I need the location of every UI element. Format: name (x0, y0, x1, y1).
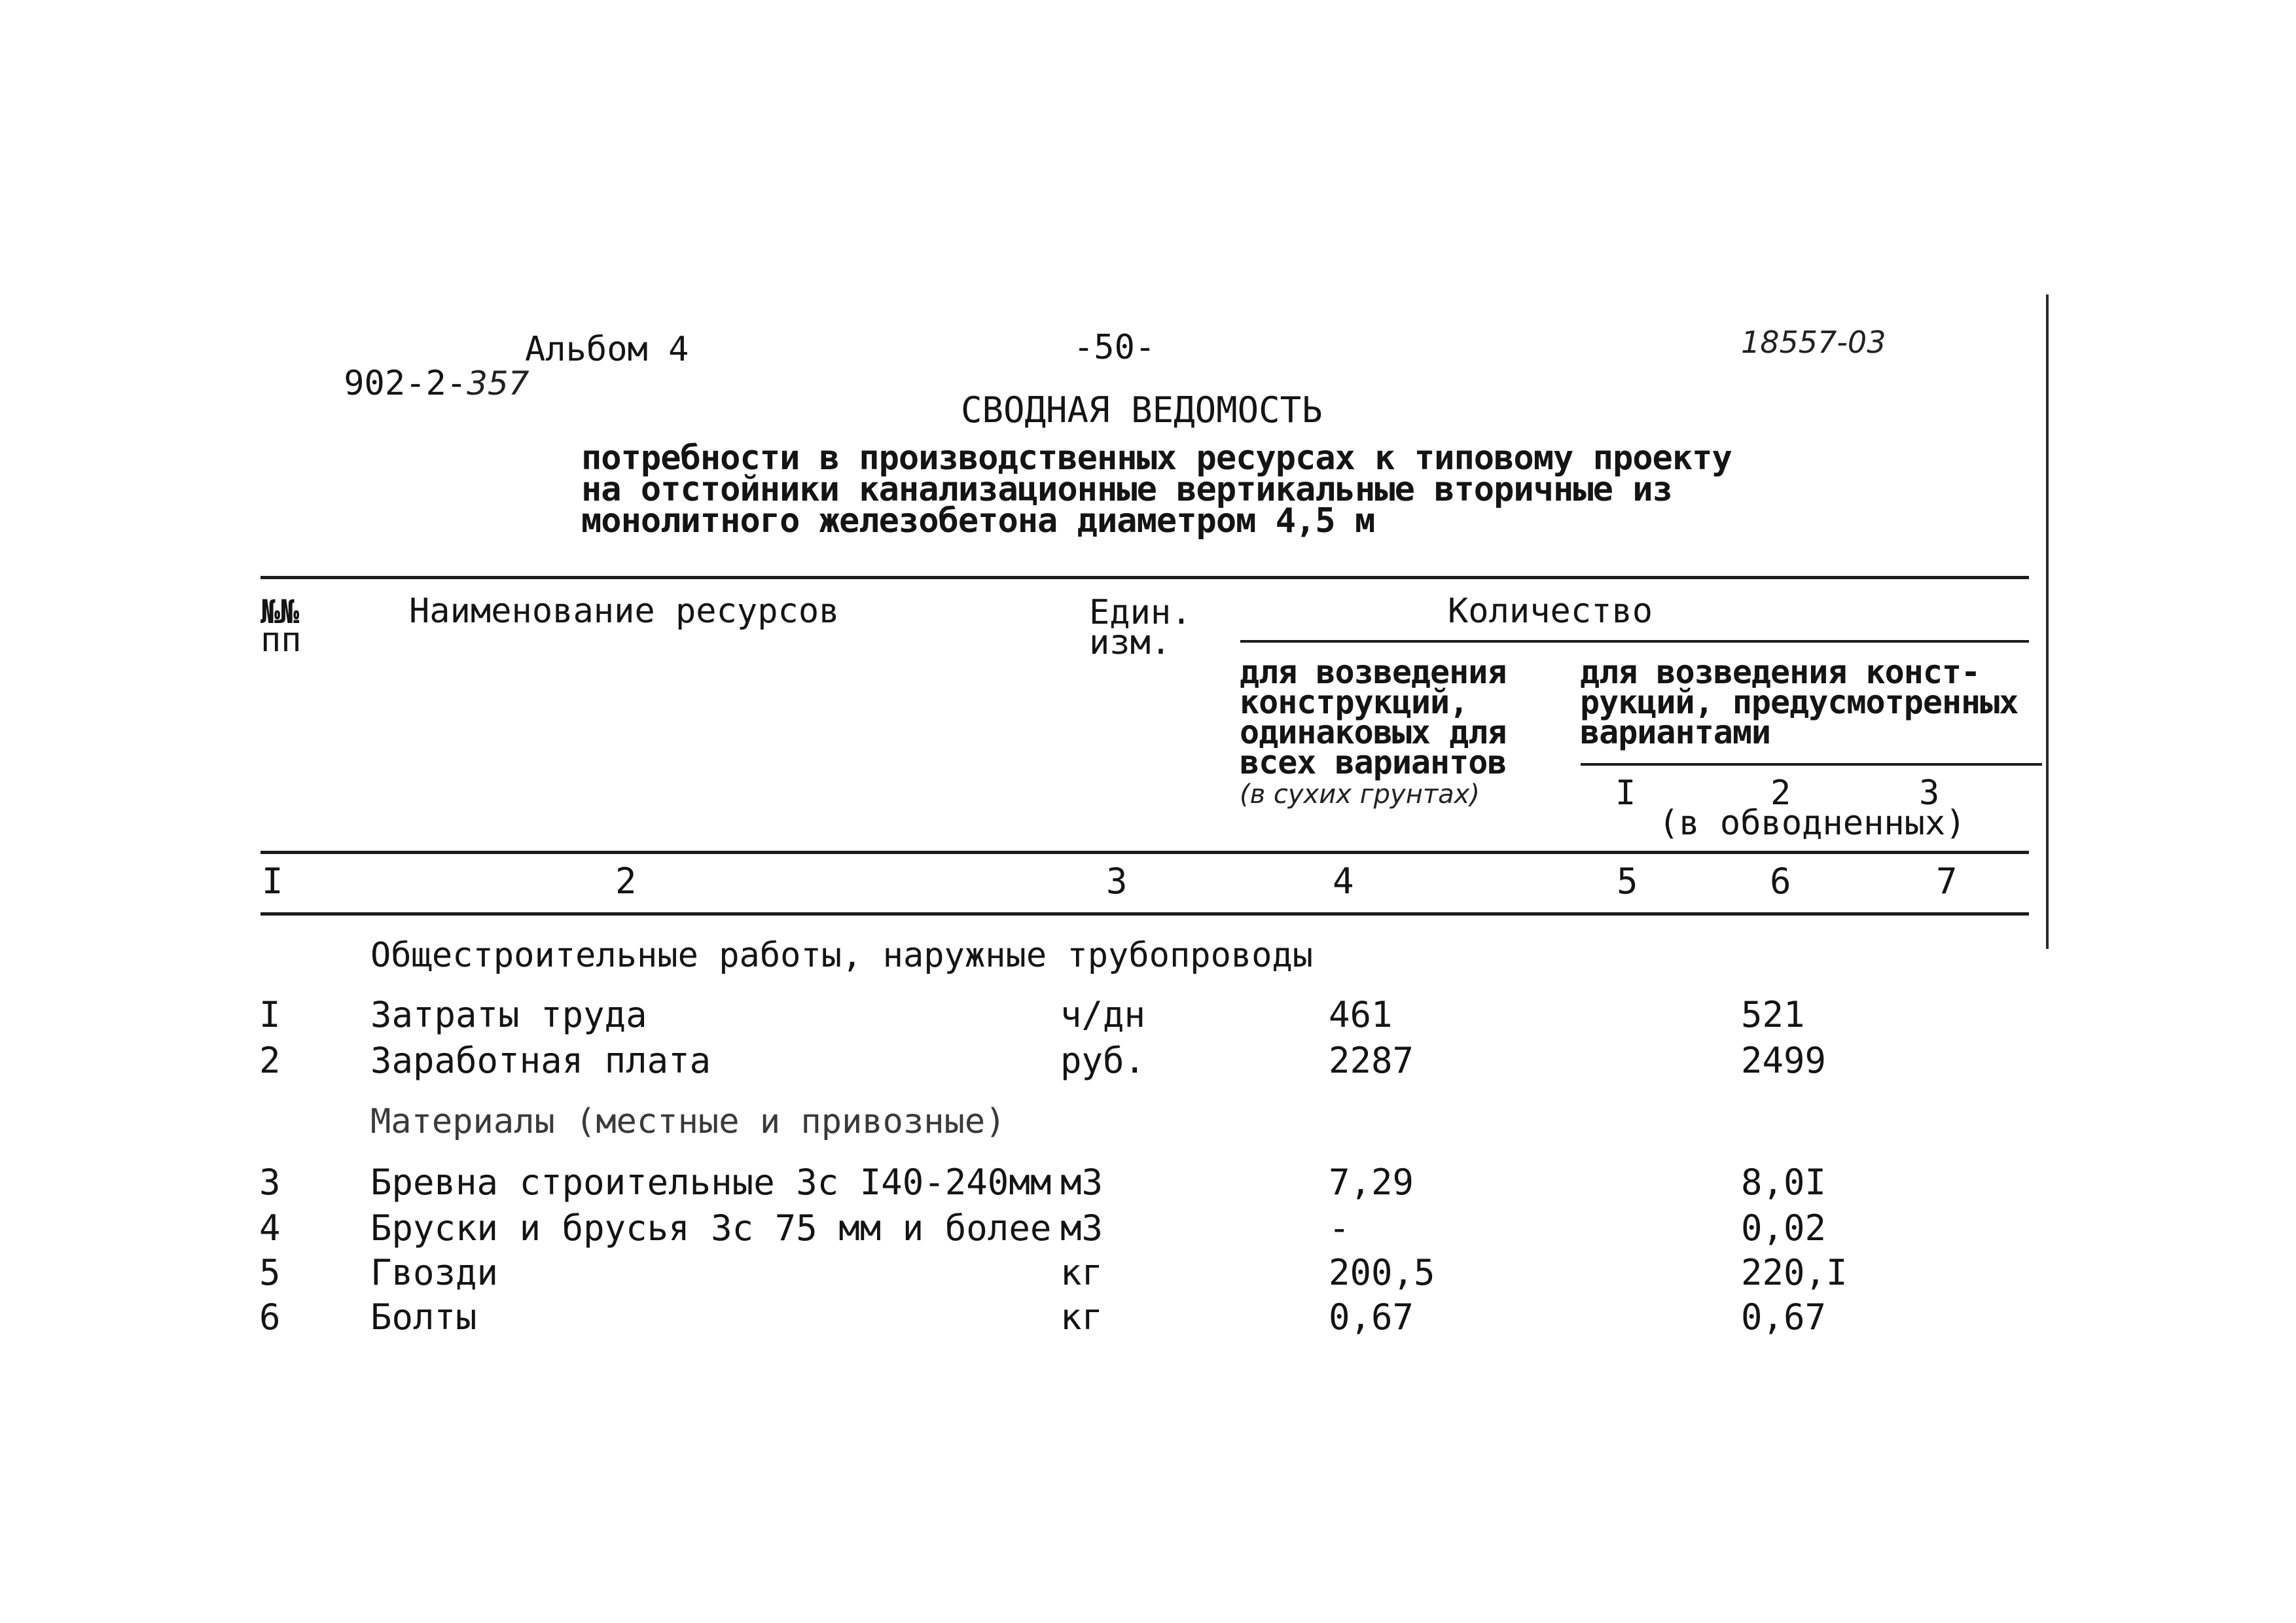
row-col6-value: 220,I (1741, 1252, 1848, 1293)
column-number: 5 (1617, 861, 1638, 902)
column-number: 2 (615, 861, 637, 902)
row-number: I (259, 994, 281, 1035)
header-variant-note: (в обводненных) (1659, 804, 1966, 843)
subtitle-line-3: монолитного железобетона диаметром 4,5 м (581, 501, 1375, 541)
inventory-number: 18557-03 (1741, 325, 1886, 360)
header-col4-line-1: для возведения (1240, 653, 1507, 691)
header-col57-line-1: для возведения конст- (1580, 653, 1981, 691)
row-unit: руб. (1060, 1040, 1146, 1081)
column-number: 3 (1106, 861, 1128, 902)
header-unit-line-2: изм. (1089, 623, 1172, 662)
row-unit: ч/дн (1060, 994, 1146, 1035)
header-col57-line-2: рукций, предусмотренных (1580, 683, 2018, 721)
row-number: 5 (259, 1252, 281, 1293)
table-top-rule (260, 576, 2029, 579)
subtitle-line-2: на отстойники канализационные вертикальные вторичные из (581, 470, 1672, 509)
header-col4-line-3: одинаковых для (1240, 713, 1507, 751)
row-number: 6 (259, 1296, 281, 1338)
row-col6-value: 0,67 (1741, 1296, 1827, 1338)
header-quantity: Количество (1448, 592, 1653, 631)
column-number: I (262, 861, 283, 902)
row-col6-value: 521 (1741, 994, 1805, 1035)
row-col4-value: - (1329, 1207, 1350, 1249)
document-code-suffix: 357 (467, 365, 529, 402)
row-number: 3 (259, 1162, 281, 1203)
right-margin-line (2046, 294, 2049, 949)
row-resource-name: Затраты труда (370, 994, 647, 1035)
header-col57-line-3: вариантами (1580, 713, 1771, 751)
document-title: СВОДНАЯ ВЕДОМОСТЬ (961, 389, 1323, 431)
header-resource-name: Наименование ресурсов (409, 592, 840, 631)
document-code (262, 332, 529, 435)
row-col6-value: 8,0I (1741, 1162, 1827, 1203)
header-col4-line-4: всех вариантов (1240, 743, 1507, 781)
header-unit-line-1: Един. (1089, 593, 1192, 632)
row-resource-name: Гвозди (370, 1252, 499, 1293)
row-resource-name: Заработная плата (370, 1040, 711, 1081)
column-number: 7 (1936, 861, 1958, 902)
quantity-subrule (1240, 640, 2029, 643)
section-title: Материалы (местные и привозные) (370, 1102, 1006, 1141)
header-variant-3: 3 (1919, 774, 1940, 813)
row-number: 4 (259, 1207, 281, 1249)
header-variant-2: 2 (1770, 774, 1791, 813)
row-col6-value: 0,02 (1741, 1207, 1827, 1249)
column-number: 6 (1770, 861, 1791, 902)
variants-subrule (1581, 763, 2042, 766)
album-label: Альбом 4 (525, 330, 689, 369)
column-numbers-rule (260, 912, 2029, 916)
row-resource-name: Бревна строительные 3с I40-240мм (370, 1162, 1052, 1203)
row-number: 2 (259, 1040, 281, 1081)
header-bottom-rule (260, 851, 2029, 854)
row-col6-value: 2499 (1741, 1040, 1827, 1081)
row-col4-value: 0,67 (1329, 1296, 1414, 1338)
subtitle-line-1: потребности в производственных ресурсах к типовому проекту (581, 438, 1732, 478)
column-number: 4 (1333, 861, 1354, 902)
row-resource-name: Болты (370, 1296, 477, 1338)
row-col4-value: 200,5 (1329, 1252, 1435, 1293)
header-col4-line-2: конструкций, (1240, 683, 1469, 721)
document-code-prefix: 902-2- (344, 364, 467, 403)
row-unit: м3 (1060, 1162, 1103, 1203)
row-col4-value: 7,29 (1329, 1162, 1414, 1203)
row-resource-name: Бруски и брусья 3с 75 мм и более (370, 1207, 1052, 1249)
row-col4-value: 461 (1329, 994, 1393, 1035)
section-title: Общестроительные работы, наружные трубопроводы (370, 936, 1314, 975)
header-num-line-1: №№ (260, 593, 299, 631)
row-unit: кг (1060, 1296, 1103, 1338)
header-variant-1: I (1615, 774, 1636, 813)
header-num-line-2: пп (260, 620, 302, 660)
row-unit: м3 (1060, 1207, 1103, 1249)
row-unit: кг (1060, 1252, 1103, 1293)
page-number: -50- (1073, 328, 1156, 367)
header-col4-note: (в сухих грунтах) (1240, 779, 1480, 810)
row-col4-value: 2287 (1329, 1040, 1414, 1081)
